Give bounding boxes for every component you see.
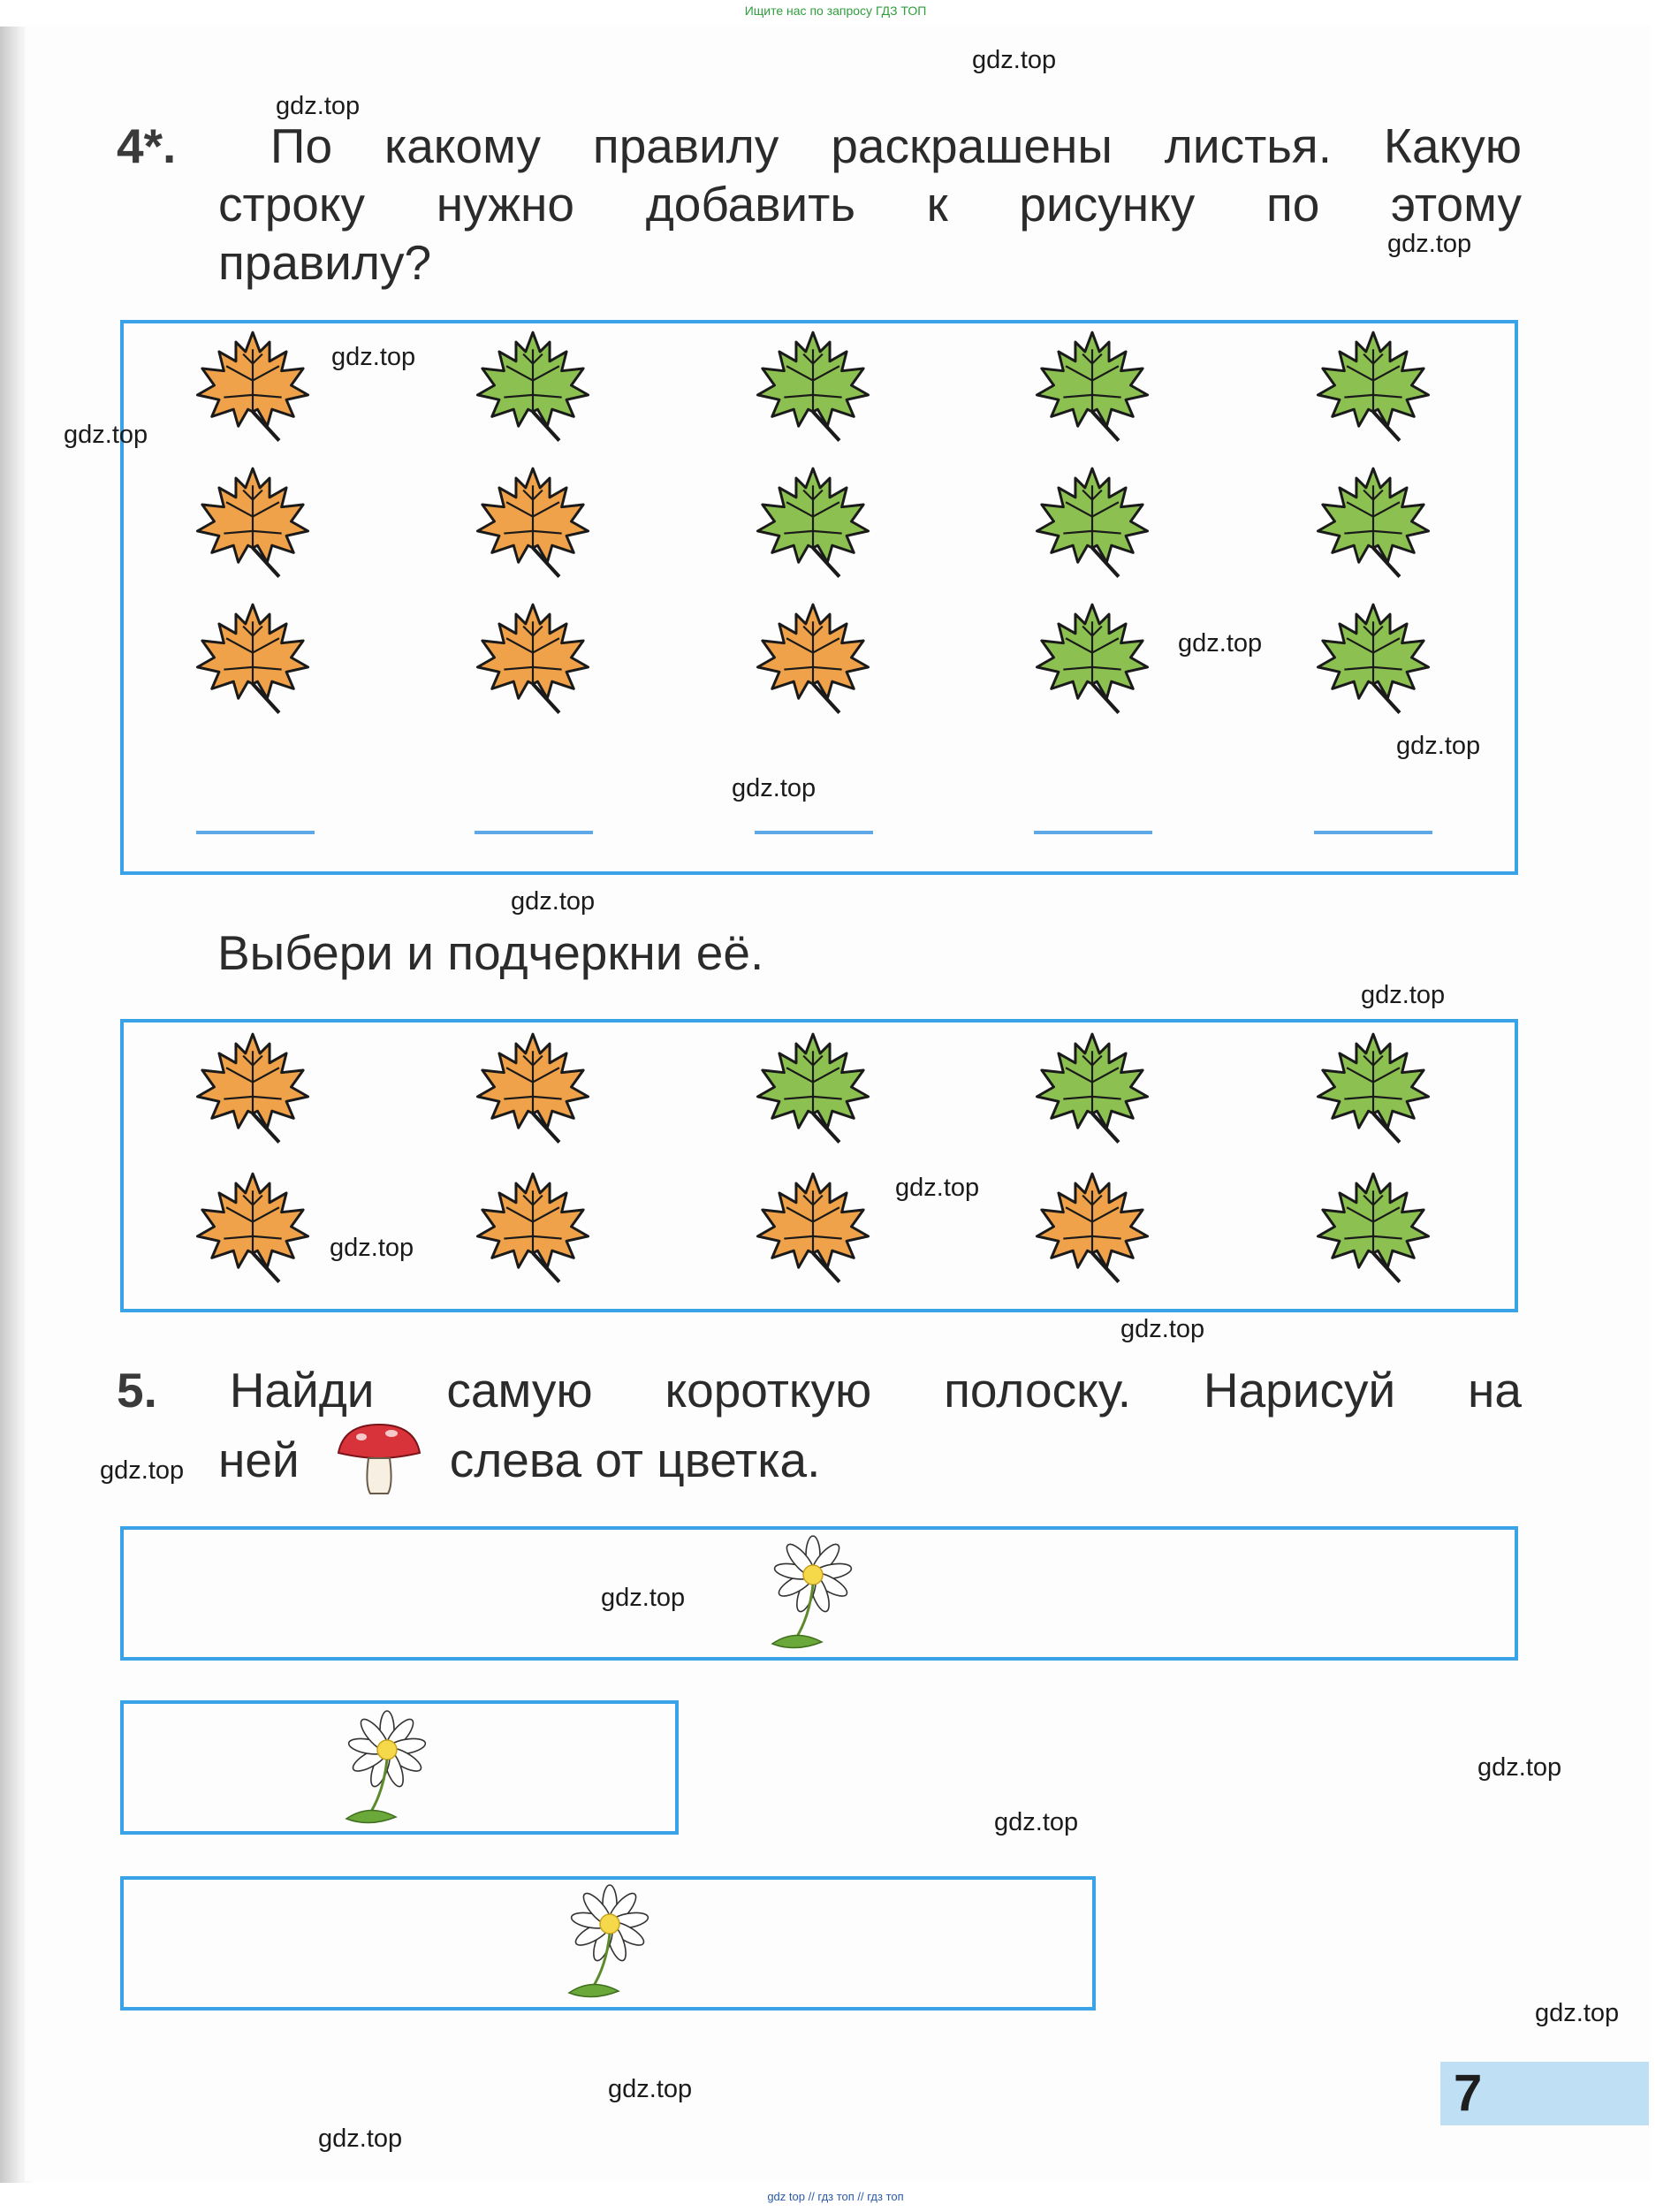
task-4-line-3: правилу?: [218, 235, 432, 290]
watermark: gdz.top: [276, 92, 361, 120]
green-leaf-icon: [753, 1027, 873, 1147]
word: полоску.: [944, 1363, 1132, 1418]
watermark: gdz.top: [601, 1584, 686, 1612]
green-leaf-icon: [1313, 461, 1433, 582]
answer-blank-4[interactable]: [1034, 831, 1152, 834]
word: строку: [218, 177, 366, 232]
orange-leaf-icon: [193, 1167, 313, 1287]
green-leaf-icon: [753, 325, 873, 445]
green-leaf-icon: [1032, 1027, 1152, 1147]
green-leaf-icon: [1313, 325, 1433, 445]
word: слева от цветка.: [449, 1433, 821, 1487]
green-leaf-icon: [1032, 325, 1152, 445]
word: листья.: [1164, 118, 1332, 173]
word: какому: [384, 118, 541, 173]
word: короткую: [665, 1363, 872, 1418]
watermark: gdz.top: [1535, 1999, 1620, 2027]
watermark: gdz.top: [1396, 732, 1481, 760]
flower-icon: [334, 1704, 440, 1832]
header-note: Ищите нас по запросу ГДЗ ТОП: [744, 4, 927, 18]
orange-leaf-icon: [193, 325, 313, 445]
orange-leaf-icon: [473, 461, 593, 582]
flower-icon: [760, 1529, 866, 1657]
task-4-number: 4*.: [117, 118, 177, 173]
watermark: gdz.top: [1387, 230, 1472, 258]
green-leaf-icon: [1313, 1027, 1433, 1147]
word: добавить: [645, 177, 855, 232]
watermark: gdz.top: [994, 1808, 1079, 1836]
green-leaf-icon: [1313, 1167, 1433, 1287]
task-4-text: [117, 117, 1522, 292]
watermark: gdz.top: [1361, 981, 1446, 1009]
orange-leaf-icon: [473, 1167, 593, 1287]
mushroom-icon: [335, 1423, 423, 1497]
watermark: gdz.top: [1178, 629, 1263, 658]
word: к: [926, 177, 948, 232]
word: на: [1468, 1363, 1522, 1418]
orange-leaf-icon: [753, 1167, 873, 1287]
watermark: gdz.top: [972, 46, 1057, 74]
footer-note: gdz top // гдз топ // гдз топ: [767, 2190, 904, 2203]
watermark: gdz.top: [100, 1456, 185, 1485]
orange-leaf-icon: [193, 1027, 313, 1147]
orange-leaf-icon: [193, 597, 313, 718]
choose-instruction: Выбери и подчеркни её.: [217, 925, 764, 980]
watermark: gdz.top: [608, 2075, 693, 2103]
task-4-line-2: [218, 175, 1522, 233]
orange-leaf-icon: [473, 1027, 593, 1147]
watermark: gdz.top: [1120, 1315, 1205, 1343]
task-5-line-2: [117, 1423, 1522, 1497]
green-leaf-icon: [1313, 597, 1433, 718]
task-5-line-1: [117, 1361, 1522, 1419]
watermark: gdz.top: [318, 2125, 403, 2153]
watermark: gdz.top: [331, 343, 416, 371]
answer-blank-3[interactable]: [755, 831, 873, 834]
watermark: gdz.top: [732, 774, 817, 802]
flower-icon: [557, 1878, 663, 2006]
word: рисунку: [1019, 177, 1196, 232]
watermark: gdz.top: [511, 887, 596, 916]
task-4-line-1: [117, 117, 1522, 175]
answer-blank-5[interactable]: [1314, 831, 1432, 834]
word: Какую: [1383, 118, 1522, 173]
word: Найди: [229, 1363, 375, 1418]
orange-leaf-icon: [753, 597, 873, 718]
orange-leaf-icon: [473, 597, 593, 718]
word: самую: [446, 1363, 593, 1418]
orange-leaf-icon: [1032, 1167, 1152, 1287]
green-leaf-icon: [1032, 597, 1152, 718]
word: раскрашены: [831, 118, 1113, 173]
task-5-text: [117, 1361, 1522, 1497]
watermark: gdz.top: [1477, 1753, 1562, 1782]
green-leaf-icon: [753, 461, 873, 582]
green-leaf-icon: [473, 325, 593, 445]
word: По: [270, 118, 333, 173]
page-number: 7: [1454, 2064, 1483, 2122]
word: нужно: [436, 177, 574, 232]
answer-blank-2[interactable]: [475, 831, 593, 834]
word: Нарисуй: [1203, 1363, 1396, 1418]
word: ней: [218, 1433, 300, 1487]
watermark: gdz.top: [64, 421, 148, 449]
answer-blank-1[interactable]: [196, 831, 315, 834]
watermark: gdz.top: [895, 1174, 980, 1202]
word: правилу: [592, 118, 779, 173]
watermark: gdz.top: [330, 1234, 414, 1262]
task-5-number: 5.: [117, 1363, 157, 1418]
orange-leaf-icon: [193, 461, 313, 582]
green-leaf-icon: [1032, 461, 1152, 582]
word: по: [1265, 177, 1320, 232]
word: этому: [1391, 177, 1522, 232]
